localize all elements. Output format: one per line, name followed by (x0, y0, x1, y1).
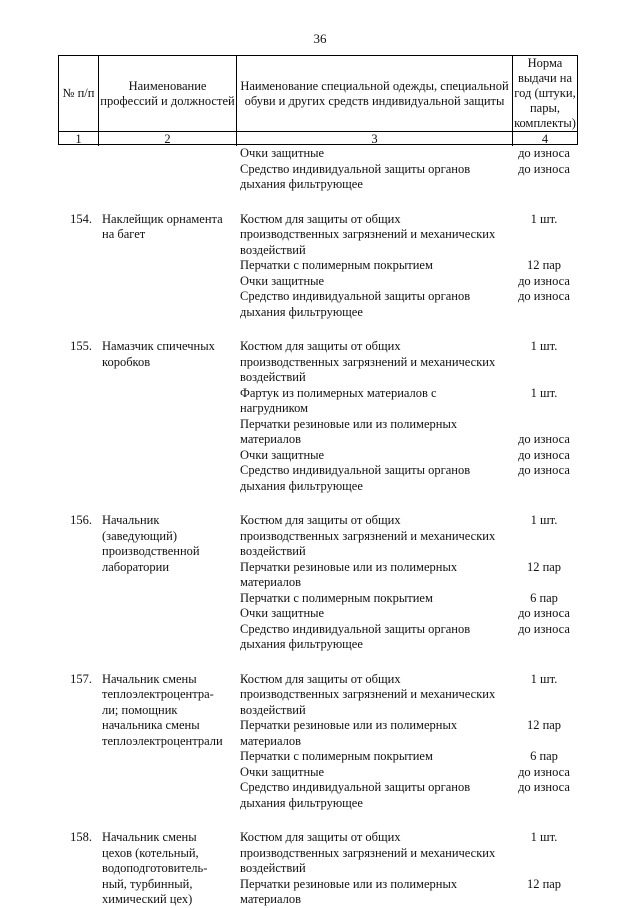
equipment-name-line: дыхания фильтрующее (240, 304, 363, 319)
header-column-numbers (59, 131, 577, 146)
equipment-item (236, 258, 576, 274)
issue-norm (512, 212, 576, 259)
equipment-name-line: Перчатки резиновые или из полимерных (240, 876, 458, 891)
equipment-name-line: дыхания фильтрующее (240, 795, 363, 810)
column-number-3: 3 (237, 132, 513, 146)
equipment-name (236, 212, 512, 259)
equipment-name-line: производственных загрязнений и механических (240, 354, 496, 369)
equipment-item (236, 591, 576, 607)
issue-norm-value: до износа (518, 606, 570, 620)
equipment-name (236, 463, 512, 494)
equipment-item (236, 463, 576, 494)
equipment-name-line: дыхания фильтрующее (240, 177, 363, 191)
equipment-item (236, 162, 576, 193)
equipment-name-line: Перчатки с полимерным покрытием (240, 749, 433, 763)
equipment-name-line: Фартук из полимерных материалов с (240, 385, 437, 400)
issue-norm-value: 12 пар (526, 876, 562, 891)
equipment-name (236, 513, 512, 560)
equipment-name-line: Костюм для защиты от общих (240, 671, 401, 686)
table-row (58, 146, 578, 193)
equipment-item (236, 289, 576, 320)
issue-norm-value: до износа (518, 146, 570, 160)
equipment-list (236, 212, 576, 321)
equipment-name-line: материалов (240, 432, 302, 446)
equipment-name-line: материалов (240, 892, 302, 906)
equipment-list (236, 672, 576, 812)
equipment-name-line: Средство индивидуальной защиты органов (240, 161, 471, 176)
column-number-4: 4 (541, 132, 549, 146)
header-profession-column: Наименование профессий и должностей (99, 56, 237, 131)
equipment-name-line: Очки защитные (240, 447, 325, 462)
profession-name (98, 212, 236, 321)
equipment-item (236, 417, 576, 448)
profession-name-line: ный, турбинный, (102, 876, 193, 891)
issue-norm (512, 765, 576, 781)
issue-norm-value: до износа (518, 432, 570, 446)
page-number: 36 (313, 31, 327, 46)
equipment-item (236, 830, 576, 877)
equipment-item (236, 780, 576, 811)
equipment-name (236, 560, 512, 591)
profession-name-line: Начальник смены (102, 671, 197, 686)
equipment-name-line: воздействий (240, 702, 306, 717)
equipment-name-line: Перчатки с полимерным покрытием (240, 258, 433, 272)
equipment-name-line: Очки защитные (240, 606, 325, 620)
issue-norm (512, 830, 576, 877)
equipment-name-line: производственных загрязнений и механических (240, 845, 496, 860)
issue-norm (512, 749, 576, 765)
issue-norm (512, 274, 576, 290)
row-number: 158. (70, 830, 92, 844)
issue-norm-value: до износа (518, 273, 570, 288)
header-norm-column: Норма выдачи на год (штуки, пары, комплекты) (514, 56, 576, 130)
equipment-name (236, 162, 512, 193)
equipment-name (236, 830, 512, 877)
equipment-item (236, 672, 576, 719)
equipment-list (236, 146, 576, 193)
equipment-name-line: дыхания фильтрующее (240, 478, 363, 493)
profession-name (98, 146, 236, 193)
column-number-2: 2 (99, 132, 237, 146)
equipment-name (236, 417, 512, 448)
table-row (58, 830, 578, 908)
issue-norm (512, 146, 576, 162)
equipment-list (236, 513, 576, 653)
equipment-name-line: дыхания фильтрующее (240, 637, 363, 651)
issue-norm-value: 6 пар (530, 590, 558, 605)
equipment-name-line: Костюм для защиты от общих (240, 830, 401, 844)
issue-norm (512, 560, 576, 591)
equipment-item (236, 749, 576, 765)
issue-norm-value: 1 шт. (530, 385, 558, 400)
equipment-name-line: материалов (240, 733, 302, 748)
issue-norm (512, 718, 576, 749)
profession-name-line: Намазчик спичечных (102, 339, 215, 353)
equipment-name (236, 877, 512, 908)
issue-norm-value: 6 пар (530, 749, 558, 763)
equipment-item (236, 718, 576, 749)
header-equipment-column: Наименование специальной одежды, специальной обуви и других средств индивидуальной защиты (237, 56, 513, 131)
issue-norm (512, 289, 576, 320)
profession-name-line: ли; помощник (102, 702, 178, 717)
equipment-name-line: производственных загрязнений и механических (240, 687, 496, 701)
equipment-name-line: Костюм для защиты от общих (240, 339, 401, 353)
issue-norm-value: до износа (518, 463, 570, 477)
equipment-item (236, 513, 576, 560)
issue-norm-value: до износа (518, 289, 570, 303)
row-gap (58, 494, 578, 513)
equipment-name-line: Перчатки с полимерным покрытием (240, 590, 433, 605)
issue-norm-value: 12 пар (526, 718, 562, 732)
equipment-list (236, 830, 576, 908)
issue-norm (512, 417, 576, 448)
equipment-item (236, 386, 576, 417)
profession-name-line: (заведующий) (102, 528, 177, 543)
column-number-1: 1 (59, 132, 99, 146)
equipment-item (236, 448, 576, 464)
equipment-name-line: воздействий (240, 544, 306, 558)
profession-name-line: на багет (102, 227, 146, 241)
row-gap (58, 811, 578, 830)
issue-norm (512, 513, 576, 560)
equipment-list (236, 339, 576, 494)
row-number: 155. (70, 339, 92, 353)
profession-name (98, 672, 236, 812)
issue-norm (512, 780, 576, 811)
equipment-item (236, 274, 576, 290)
equipment-name (236, 448, 512, 464)
equipment-item (236, 765, 576, 781)
table-row (58, 513, 578, 653)
issue-norm (512, 162, 576, 193)
equipment-name-line: материалов (240, 575, 302, 589)
equipment-name-line: Перчатки резиновые или из полимерных (240, 416, 458, 431)
profession-name-line: цехов (котельный, (102, 845, 199, 860)
equipment-name (236, 749, 512, 765)
table-row (58, 212, 578, 321)
equipment-name-line: Средство индивидуальной защиты органов (240, 463, 471, 477)
row-number: 154. (70, 211, 92, 226)
equipment-name-line: Костюм для защиты от общих (240, 513, 401, 527)
equipment-name-line: Средство индивидуальной защиты органов (240, 289, 471, 303)
profession-name-line: лаборатории (102, 559, 170, 574)
table-row (58, 339, 578, 494)
profession-name-line: теплоэлектроцентрали (102, 733, 223, 748)
issue-norm (512, 258, 576, 274)
row-gap (58, 653, 578, 672)
issue-norm-value: до износа (518, 764, 570, 779)
row-gap (58, 320, 578, 339)
equipment-name (236, 606, 512, 622)
profession-name (98, 339, 236, 494)
profession-name-line: коробков (102, 354, 151, 369)
equipment-name-line: Очки защитные (240, 764, 325, 779)
profession-name (98, 830, 236, 908)
equipment-item (236, 339, 576, 386)
equipment-name-line: воздействий (240, 242, 306, 257)
issue-norm-value: 1 шт. (530, 513, 558, 527)
issue-norm (512, 622, 576, 653)
equipment-name-line: Костюм для защиты от общих (240, 211, 401, 226)
issue-norm-value: до износа (518, 621, 570, 636)
issue-norm-value: 1 шт. (530, 830, 558, 844)
issue-norm-value: до износа (518, 161, 570, 176)
profession-name-line: Начальник (102, 513, 160, 527)
equipment-name (236, 386, 512, 417)
equipment-item (236, 146, 576, 162)
equipment-name-line: воздействий (240, 370, 306, 384)
equipment-name (236, 339, 512, 386)
equipment-name (236, 258, 512, 274)
profession-name (98, 513, 236, 653)
table-header (58, 55, 578, 145)
table-row (58, 672, 578, 812)
issue-norm-value: 1 шт. (530, 339, 558, 353)
equipment-name (236, 289, 512, 320)
profession-name-line: теплоэлектроцентра- (102, 687, 214, 701)
row-number: 156. (70, 513, 92, 527)
row-number: 157. (70, 671, 92, 686)
issue-norm (512, 339, 576, 386)
profession-name-line: начальника смены (102, 718, 200, 732)
equipment-name-line: Средство индивидуальной защиты органов (240, 780, 471, 794)
issue-norm-value: 1 шт. (530, 671, 558, 686)
issue-norm (512, 877, 576, 908)
profession-name-line: водоподготовитель- (102, 861, 208, 875)
equipment-name-line: воздействий (240, 861, 306, 875)
profession-name-line: производственной (102, 544, 200, 558)
issue-norm-value: 12 пар (526, 258, 562, 272)
equipment-name-line: производственных загрязнений и механических (240, 528, 496, 543)
issue-norm (512, 463, 576, 494)
equipment-name-line: Средство индивидуальной защиты органов (240, 621, 471, 636)
equipment-item (236, 212, 576, 259)
header-number-column: № п/п (59, 56, 99, 131)
norm-spacer (512, 417, 576, 433)
issue-norm (512, 672, 576, 719)
issue-norm-value: 12 пар (526, 559, 562, 574)
table-body (58, 146, 578, 908)
row-gap (58, 193, 578, 212)
issue-norm-value: 1 шт. (530, 211, 558, 226)
issue-norm (512, 386, 576, 417)
equipment-name-line: Перчатки резиновые или из полимерных (240, 718, 458, 732)
profession-name-line: Наклейщик орнамента (102, 211, 223, 226)
equipment-item (236, 606, 576, 622)
equipment-name-line: Очки защитные (240, 146, 325, 160)
equipment-name-line: нагрудником (240, 401, 309, 415)
equipment-name-line: Очки защитные (240, 273, 325, 288)
equipment-name (236, 672, 512, 719)
equipment-name (236, 274, 512, 290)
equipment-name (236, 146, 512, 162)
equipment-name (236, 780, 512, 811)
equipment-name (236, 718, 512, 749)
equipment-name-line: Перчатки резиновые или из полимерных (240, 559, 458, 574)
issue-norm (512, 591, 576, 607)
equipment-item (236, 877, 576, 908)
continued-entry (58, 146, 578, 193)
equipment-item (236, 622, 576, 653)
equipment-item (236, 560, 576, 591)
issue-norm (512, 606, 576, 622)
equipment-name (236, 622, 512, 653)
profession-name-line: Начальник смены (102, 830, 197, 844)
equipment-name (236, 765, 512, 781)
issue-norm-value: до износа (518, 447, 570, 462)
equipment-name-line: производственных загрязнений и механических (240, 227, 496, 241)
profession-name-line: химический цех) (102, 892, 193, 906)
issue-norm-value: до износа (518, 780, 570, 794)
row-number (58, 146, 98, 193)
equipment-name (236, 591, 512, 607)
issue-norm (512, 448, 576, 464)
